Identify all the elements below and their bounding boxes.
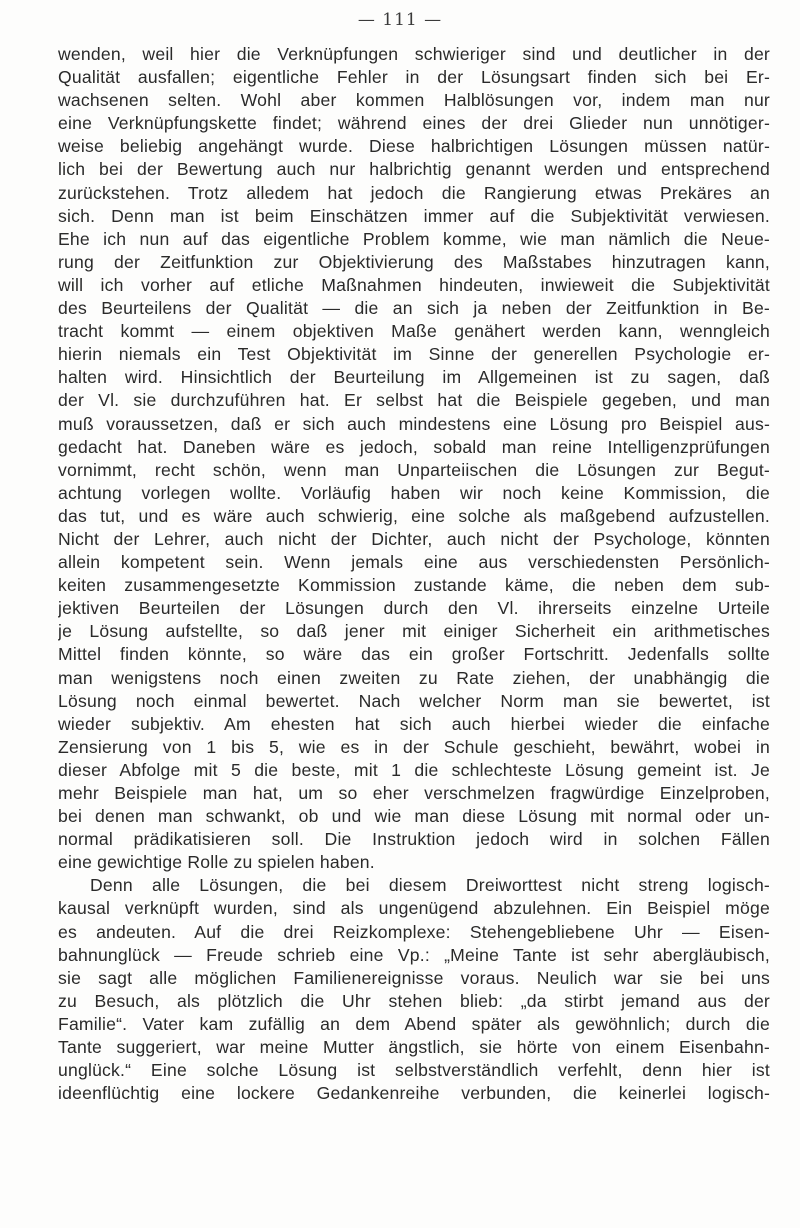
text-line: keiten zusammengesetzte Kommission zustande käme, die neben dem sub- (58, 575, 770, 596)
text-line: will ich vorher auf etliche Maßnahmen hindeuten, inwieweit die Subjektivität (58, 274, 770, 295)
text-line: Zensierung von 1 bis 5, wie es in der Schule geschieht, bewährt, wobei in (58, 736, 770, 757)
text-line: das tut, und es wäre auch schwierig, eine solche als maßgebend aufzustellen. (58, 505, 770, 526)
text-line: halten wird. Hinsichtlich der Beurteilung im Allgemeinen ist zu sagen, daß (58, 367, 770, 388)
text-line: je Lösung aufstellte, so daß jener mit einiger Sicherheit ein arithmetisches (58, 621, 770, 642)
text-line: gedacht hat. Daneben wäre es jedoch, sobald man reine Intelligenzprüfungen (58, 436, 770, 457)
text-line: bei denen man schwankt, ob und wie man diese Lösung mit normal oder un- (58, 806, 770, 827)
text-line: des Beurteilens der Qualität — die an sich ja neben der Zeitfunktion in Be- (58, 298, 770, 319)
text-line: hierin niemals ein Test Objektivität im Sinne der generellen Psychologie er- (58, 344, 770, 365)
text-line: zu Besuch, als plötzlich die Uhr stehen blieb: „da stirbt jemand aus der (58, 990, 770, 1011)
paragraph-start-line: Denn alle Lösungen, die bei diesem Dreiworttest nicht streng logisch- (90, 875, 770, 896)
text-line: mehr Beispiele man hat, um so eher verschmelzen fragwürdige Einzelproben, (58, 783, 770, 803)
text-line: lich bei der Bewertung auch nur halbrichtig genannt werden und entsprechend (58, 159, 770, 180)
text-line: sich. Denn man ist beim Einschätzen immer auf die Subjektivität verwiesen. (58, 205, 770, 226)
text-line: sie sagt alle möglichen Familienereignisse voraus. Neulich war sie bei uns (58, 967, 770, 988)
paragraph-end-line: eine gewichtige Rolle zu spielen haben. (58, 852, 375, 873)
page-number: — 111 — (357, 10, 443, 30)
text-line: Mittel finden könnte, so wäre das ein großer Fortschritt. Jedenfalls sollte (58, 644, 770, 665)
text-line: kausal verknüpft wurden, sind als ungenügend abzulehnen. Ein Beispiel möge (58, 898, 770, 919)
text-line: Lösung noch einmal bewertet. Nach welcher Norm man sie bewertet, ist (58, 690, 770, 711)
text-line: allein kompetent sein. Wenn jemals eine aus verschiedensten Persönlich- (58, 552, 770, 573)
text-line: ideenflüchtig eine lockere Gedankenreihe verbunden, die keinerlei logisch- (58, 1083, 770, 1104)
text-line: wenden, weil hier die Verknüpfungen schwieriger sind und deutlicher in der (58, 44, 770, 64)
body-text (58, 43, 770, 1105)
text-line: vornimmt, recht schön, wenn man Unparteiischen die Lösungen zur Begut- (58, 459, 770, 480)
text-line: weise beliebig angehängt wurde. Diese halbrichtigen Lösungen müssen natür- (58, 136, 770, 157)
text-line: Qualität ausfallen; eigentliche Fehler in der Lösungsart finden sich bei Er- (58, 67, 770, 88)
text-line: Tante suggeriert, war meine Mutter ängstlich, sie hörte von einem Eisenbahn- (58, 1037, 770, 1058)
text-line: Familie“. Vater kam zufällig an dem Abend später als gewöhnlich; durch die (58, 1013, 770, 1034)
text-line: tracht kommt — einem objektiven Maße genähert werden kann, wenngleich (58, 321, 770, 342)
text-line: wieder subjektiv. Am ehesten hat sich auch hierbei wieder die einfache (58, 713, 770, 734)
text-line: unglück.“ Eine solche Lösung ist selbstverständlich verfehlt, denn hier ist (58, 1060, 770, 1081)
text-line: Nicht der Lehrer, auch nicht der Dichter, auch nicht der Psychologe, könnten (58, 528, 770, 549)
text-line: achtung vorlegen wollte. Vorläufig haben wir noch keine Kommission, die (58, 482, 770, 503)
text-line: dieser Abfolge mit 5 die beste, mit 1 die schlechteste Lösung gemeint ist. Je (58, 759, 770, 780)
text-line: zurückstehen. Trotz alledem hat jedoch die Rangierung etwas Prekäres an (58, 182, 770, 203)
text-line: wachsenen selten. Wohl aber kommen Halblösungen vor, indem man nur (58, 90, 770, 111)
text-line: eine Verknüpfungskette findet; während eines der drei Glieder nun unnötiger- (58, 113, 770, 134)
text-line: muß voraussetzen, daß er sich auch mindestens eine Lösung pro Beispiel aus- (58, 413, 770, 434)
text-line: es andeuten. Auf die drei Reizkomplexe: Stehengebliebene Uhr — Eisen- (58, 921, 770, 942)
text-line: rung der Zeitfunktion zur Objektivierung des Maßstabes hinzutragen kann, (58, 251, 770, 272)
text-line: der Vl. sie durchzuführen hat. Er selbst hat die Beispiele gegeben, und man (58, 390, 770, 411)
text-line: Ehe ich nun auf das eigentliche Problem komme, wie man nämlich die Neue- (58, 228, 770, 249)
text-line: man wenigstens noch einen zweiten zu Rate ziehen, der unabhängig die (58, 667, 770, 688)
text-line: bahnunglück — Freude schrieb eine Vp.: „Meine Tante ist sehr abergläubisch, (58, 944, 770, 965)
text-line: normal prädikatisieren soll. Die Instruktion jedoch wird in solchen Fällen (58, 829, 770, 850)
text-line: jektiven Beurteilen der Lösungen durch den Vl. ihrerseits einzelne Urteile (58, 598, 770, 619)
